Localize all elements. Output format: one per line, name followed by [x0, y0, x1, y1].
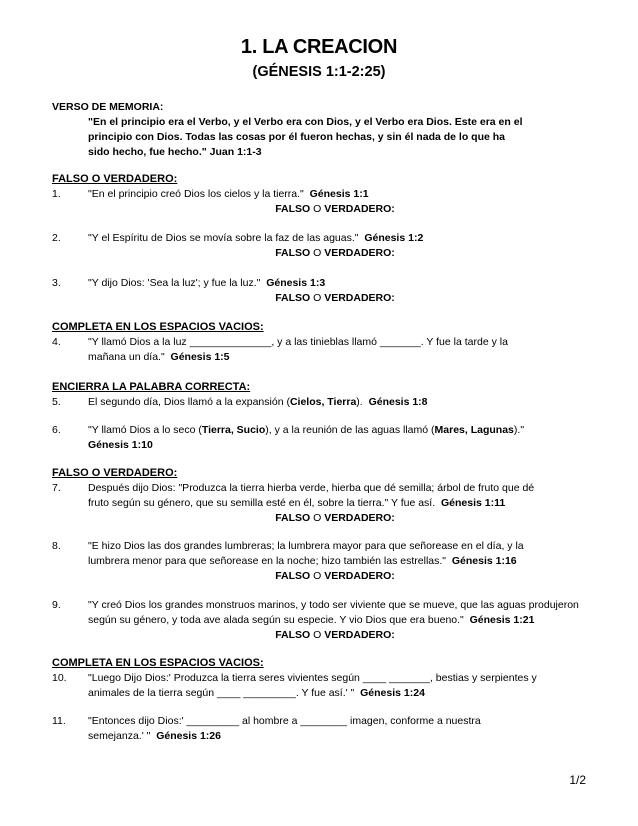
question-number: 7.: [52, 482, 61, 494]
question-number: 3.: [52, 277, 61, 289]
question-text: ), y a la reunión de las aguas llamó (: [265, 424, 435, 436]
question-text: ).": [513, 424, 525, 436]
scripture-ref: Génesis 1:26: [156, 730, 221, 742]
question-4: [52, 335, 582, 365]
false-word: FALSO: [275, 629, 311, 641]
true-false-choice[interactable]: [52, 628, 582, 643]
question-number: 11.: [52, 715, 66, 727]
scripture-ref: Génesis 1:5: [170, 351, 230, 363]
scripture-ref: Génesis 1:1: [309, 188, 369, 200]
or-word: O: [313, 247, 322, 259]
section-circle-word: [52, 380, 582, 410]
question-10: [52, 671, 582, 701]
word-options[interactable]: Tierra, Sucio: [201, 424, 266, 436]
question-block-2: [52, 231, 582, 261]
question-text[interactable]: "Entonces dijo Dios:' _________ al hombre a ________ imagen, conforme a nuestra: [88, 715, 481, 727]
or-word: O: [313, 512, 322, 524]
true-false-choice[interactable]: [52, 202, 582, 217]
memory-verse-line: "En el principio era el Verbo, y el Verbo era con Dios, y el Verbo era Dios. Este era en el: [88, 116, 523, 128]
true-false-choice[interactable]: [52, 246, 582, 261]
question-number: 10.: [52, 672, 67, 684]
scripture-ref: Génesis 1:21: [469, 614, 535, 626]
question-11: [52, 714, 582, 744]
question-number: 8.: [52, 540, 61, 552]
word-options[interactable]: Cielos, Tierra: [289, 396, 357, 408]
memory-verse-line: sido hecho, fue hecho." Juan 1:1-3: [88, 146, 262, 158]
question-text: semejanza.' ": [88, 730, 151, 742]
scripture-ref: Génesis 1:24: [360, 687, 425, 699]
or-word: O: [313, 292, 322, 304]
page-subtitle: (GÉNESIS 1:1-2:25): [252, 64, 386, 80]
question-number: 1.: [52, 188, 61, 200]
question-block-9: [52, 598, 582, 643]
question-text: según su género, y toda ave alada según su especie. Y vio Dios que era bueno.": [88, 614, 464, 626]
scripture-ref: Génesis 1:2: [364, 232, 424, 244]
true-word: VERDADERO:: [324, 247, 395, 259]
section-heading: COMPLETA EN LOS ESPACIOS VACIOS:: [52, 321, 264, 333]
false-word: FALSO: [275, 203, 311, 215]
question-text[interactable]: animales de la tierra según ____ _________. Y fue así.' ": [88, 687, 355, 699]
question-text: ).: [356, 396, 363, 408]
question-6: [52, 423, 582, 453]
section-true-false-2: [52, 466, 582, 526]
or-word: O: [313, 203, 322, 215]
page-title: 1. LA CREACION: [240, 36, 398, 58]
false-word: FALSO: [275, 512, 311, 524]
question-text: mañana un día.": [88, 351, 165, 363]
section-fill-in-2: [52, 656, 582, 701]
question-number: 4.: [52, 336, 61, 348]
memory-verse: [52, 100, 582, 160]
question-1: [52, 187, 582, 202]
false-word: FALSO: [275, 292, 311, 304]
section-heading: FALSO O VERDADERO:: [52, 173, 178, 185]
page-number: 1/2: [569, 773, 586, 787]
true-false-choice[interactable]: [52, 569, 582, 584]
question-block-8: [52, 539, 582, 584]
scripture-ref: Génesis 1:16: [451, 555, 517, 567]
question-number: 6.: [52, 424, 61, 436]
true-word: VERDADERO:: [324, 570, 395, 582]
question-number: 9.: [52, 599, 61, 611]
question-7: [52, 481, 582, 511]
question-2: [52, 231, 582, 246]
question-text: "Y el Espíritu de Dios se movía sobre la faz de las aguas.": [88, 232, 359, 244]
question-text: "E hizo Dios las dos grandes lumbreras; la lumbrera mayor para que señorease en el día, y la: [88, 540, 524, 552]
scripture-ref: Génesis 1:8: [368, 396, 428, 408]
question-text: El segundo día, Dios llamó a la expansión (: [88, 396, 290, 408]
memory-verse-label: VERSO DE MEMORIA:: [52, 101, 164, 113]
question-9: [52, 598, 582, 628]
true-word: VERDADERO:: [324, 629, 395, 641]
section-heading: ENCIERRA LA PALABRA CORRECTA:: [52, 381, 251, 393]
question-text: fruto según su género, que su semilla esté en él, sobre la tierra." Y fue así.: [88, 497, 436, 509]
scripture-ref: Génesis 1:11: [440, 497, 506, 509]
true-word: VERDADERO:: [324, 512, 395, 524]
true-word: VERDADERO:: [324, 203, 395, 215]
question-number: 5.: [52, 396, 61, 408]
question-text: "Y dijo Dios: 'Sea la luz'; y fue la luz.": [88, 277, 261, 289]
true-false-choice[interactable]: [52, 291, 582, 306]
question-text[interactable]: "Y llamó Dios a la luz ______________, y a las tinieblas llamó _______. Y fue la tarde y la: [88, 336, 508, 348]
section-fill-in-1: [52, 320, 582, 365]
true-word: VERDADERO:: [324, 292, 395, 304]
question-3: [52, 276, 582, 291]
question-text: "Y creó Dios los grandes monstruos marinos, y todo ser viviente que se mueve, que las aguas produjeron: [88, 599, 579, 611]
question-text: "En el principio creó Dios los cielos y la tierra.": [88, 188, 304, 200]
question-text: lumbrera menor para que señorease en la noche; hizo también las estrellas.": [88, 555, 447, 567]
true-false-choice[interactable]: [52, 511, 582, 526]
word-options[interactable]: Mares, Lagunas: [434, 424, 514, 436]
false-word: FALSO: [275, 570, 311, 582]
question-number: 2.: [52, 232, 61, 244]
scripture-ref: Génesis 1:3: [266, 277, 326, 289]
question-block-11: [52, 714, 582, 744]
question-8: [52, 539, 582, 569]
question-block-3: [52, 276, 582, 306]
section-heading: COMPLETA EN LOS ESPACIOS VACIOS:: [52, 657, 264, 669]
section-true-false-1: [52, 172, 582, 217]
section-heading: FALSO O VERDADERO:: [52, 467, 178, 479]
memory-verse-line: principio con Dios. Todas las cosas por él fueron hechas, y sin él nada de lo que ha: [88, 131, 505, 143]
or-word: O: [313, 629, 322, 641]
question-text[interactable]: "Luego Dijo Dios:' Produzca la tierra seres vivientes según ____ _______, bestias y serpientes y: [88, 672, 537, 684]
false-word: FALSO: [275, 247, 311, 259]
question-text: "Y llamó Dios a lo seco (: [88, 424, 202, 436]
question-block-6: [52, 423, 582, 453]
scripture-ref: Génesis 1:10: [88, 439, 153, 451]
or-word: O: [313, 570, 322, 582]
question-5: [52, 395, 582, 410]
question-text: Después dijo Dios: "Produzca la tierra hierba verde, hierba que dé semilla; árbol de fruto que dé: [88, 482, 535, 494]
